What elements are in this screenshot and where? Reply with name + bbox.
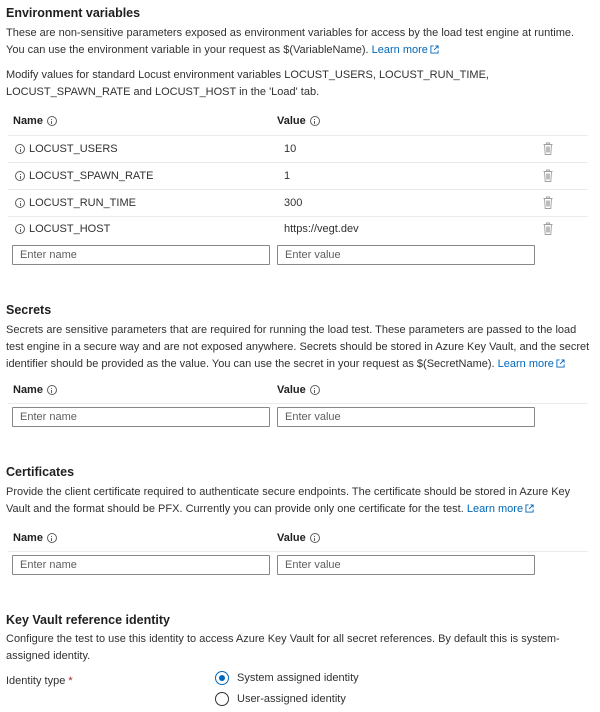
info-icon[interactable]	[310, 533, 320, 543]
secrets-col-value: Value	[277, 384, 320, 396]
certificate-value-input[interactable]	[277, 555, 535, 575]
certificates-title: Certificates	[6, 465, 75, 479]
keyvault-description: Configure the test to use this identity to access Azure Key Vault for all secret references. By default this is system-assigned identity.	[6, 633, 560, 662]
external-link-icon	[556, 359, 565, 368]
info-icon[interactable]	[15, 171, 25, 181]
delete-icon[interactable]	[543, 169, 553, 182]
info-icon[interactable]	[47, 385, 57, 395]
info-icon[interactable]	[47, 116, 57, 126]
identity-type-label: Identity type *	[6, 675, 73, 687]
secrets-col-name: Name	[13, 384, 57, 396]
delete-icon[interactable]	[543, 196, 553, 209]
secrets-description: Secrets are sensitive parameters that are required for running the load test. These parameters are passed to the load test engine in a secure way and are not exposed anywhere. Secrets should be stored in Azure Key Vault, and the secret identifier should be provided as the value. You can use the secret in your request as $(SecretName). Learn more	[6, 324, 590, 370]
env-row-name: LOCUST_SPAWN_RATE	[15, 170, 154, 182]
env-locust-note: Modify values for standard Locust environment variables LOCUST_USERS, LOCUST_RUN_TIME, LOCUST_SPAWN_RATE and LOCUST_HOST in the 'Load' tab.	[6, 69, 489, 98]
required-marker: *	[68, 675, 73, 687]
certificates-learn-more-link[interactable]: Learn more	[467, 503, 534, 515]
info-icon[interactable]	[15, 198, 25, 208]
radio-selected-icon[interactable]	[215, 671, 229, 685]
secrets-title: Secrets	[6, 303, 52, 317]
certificates-description: Provide the client certificate required to authenticate secure endpoints. The certificate should be stored in Azure Key Vault and the format should be PFX. Currently you can provide only one certificate for the test. Learn more	[6, 486, 571, 515]
certificate-name-input[interactable]	[12, 555, 270, 575]
divider	[8, 135, 588, 136]
info-icon[interactable]	[47, 533, 57, 543]
secret-value-input[interactable]	[277, 407, 535, 427]
env-row-name: LOCUST_HOST	[15, 223, 110, 235]
env-value-input[interactable]	[277, 245, 535, 265]
divider	[8, 403, 588, 404]
delete-icon[interactable]	[543, 222, 553, 235]
env-row-value: 1	[284, 170, 291, 182]
env-learn-more-link[interactable]: Learn more	[372, 44, 439, 56]
secrets-learn-more-link[interactable]: Learn more	[498, 358, 565, 370]
env-col-value: Value	[277, 115, 320, 127]
secret-name-input[interactable]	[12, 407, 270, 427]
external-link-icon	[525, 504, 534, 513]
env-row-name: LOCUST_RUN_TIME	[15, 197, 136, 209]
divider	[8, 162, 588, 163]
certificates-col-name: Name	[13, 532, 57, 544]
divider	[8, 551, 588, 552]
env-row-value: 300	[284, 197, 303, 209]
keyvault-title: Key Vault reference identity	[6, 613, 170, 627]
info-icon[interactable]	[310, 385, 320, 395]
env-title: Environment variables	[6, 6, 141, 20]
env-row-value: 10	[284, 143, 297, 155]
info-icon[interactable]	[15, 224, 25, 234]
env-col-name: Name	[13, 115, 57, 127]
divider	[8, 216, 588, 217]
radio-system-assigned[interactable]: System assigned identity	[215, 671, 359, 685]
divider	[8, 189, 588, 190]
info-icon[interactable]	[15, 144, 25, 154]
env-description: These are non-sensitive parameters exposed as environment variables for access by the load test engine at runtime. You can use the environment variable in your request as $(VariableName). Learn more	[6, 27, 575, 56]
external-link-icon	[430, 45, 439, 54]
delete-icon[interactable]	[543, 142, 553, 155]
env-row-name: LOCUST_USERS	[15, 143, 118, 155]
radio-unselected-icon[interactable]	[215, 692, 229, 706]
env-row-value: https://vegt.dev	[284, 223, 359, 235]
info-icon[interactable]	[310, 116, 320, 126]
radio-user-assigned[interactable]: User-assigned identity	[215, 692, 346, 706]
certificates-col-value: Value	[277, 532, 320, 544]
env-name-input[interactable]	[12, 245, 270, 265]
